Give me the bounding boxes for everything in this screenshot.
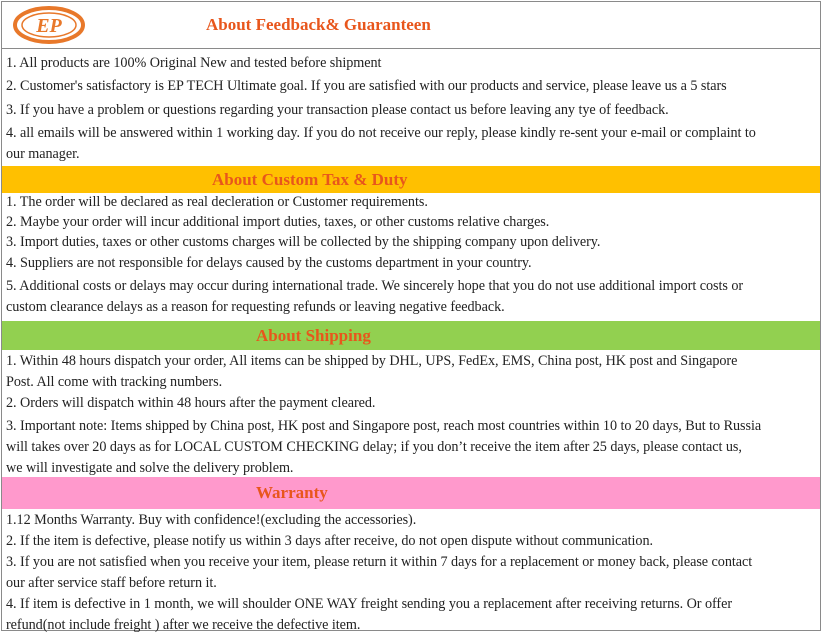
shipping-line: will takes over 20 days as for LOCAL CUSTOM CHECKING delay; if you don’t receive the item after 25 days, please contact us, [6,439,742,455]
feedback-line: 3. If you have a problem or questions regarding your transaction please contact us before leaving any tye of feedback. [6,102,669,118]
policy-table [1,1,821,631]
warranty-line: 2. If the item is defective, please notify us within 3 days after receive, do not open dispute without communication. [6,533,653,549]
tax-line: 4. Suppliers are not responsible for delays caused by the customs department in your country. [6,255,532,271]
shipping-line: Post. All come with tracking numbers. [6,374,223,390]
feedback-line: our manager. [6,146,80,162]
tax-line: 1. The order will be declared as real decleration or Customer requirements. [6,194,428,210]
shipping-line: 3. Important note: Items shipped by China post, HK post and Singapore post, reach most countries within 10 to 20 days, But to Russia [6,418,762,434]
feedback-line: 4. all emails will be answered within 1 working day. If you do not receive our reply, please kindly re-sent your e-mail or complaint to [6,125,756,141]
warranty-line: our after service staff before return it. [6,575,217,591]
ep-logo-icon [12,5,86,45]
feedback-title: About Feedback& Guaranteen [206,15,431,34]
feedback-line: 1. All products are 100% Original New and tested before shipment [6,55,382,71]
svg-text:EP: EP [36,15,62,37]
feedback-line: 2. Customer's satisfactory is EP TECH Ultimate goal. If you are satisfied with our products and service, please leave us a 5 stars [6,78,727,94]
warranty-line: 1.12 Months Warranty. Buy with confidence!(excluding the accessories). [6,512,417,528]
divider [2,48,820,49]
tax-line: 2. Maybe your order will incur additional import duties, taxes, or other customs relative charges. [6,214,550,230]
warranty-header [2,477,820,509]
tax-title: About Custom Tax & Duty [212,169,408,189]
tax-header [2,166,820,193]
shipping-line: 2. Orders will dispatch within 48 hours after the payment cleared. [6,395,376,411]
tax-line: 3. Import duties, taxes or other customs charges will be collected by the shipping company upon delivery. [6,234,601,250]
shipping-line: we will investigate and solve the delivery problem. [6,460,294,476]
warranty-title: Warranty [256,483,328,502]
warranty-line: 4. If item is defective in 1 month, we will shoulder ONE WAY freight sending you a replacement after receiving returns. Or offer [6,596,733,612]
feedback-header [2,2,820,48]
warranty-line: 3. If you are not satisfied when you receive your item, please return it within 7 days for a replacement or money back, please contact [6,554,753,570]
warranty-line: refund(not include freight ) after we receive the defective item. [6,617,361,633]
shipping-header [2,321,820,350]
tax-line: custom clearance delays as a reason for requesting refunds or leaving negative feedback. [6,299,505,315]
shipping-title: About Shipping [256,325,371,345]
shipping-line: 1. Within 48 hours dispatch your order, All items can be shipped by DHL, UPS, FedEx, EMS, China post, HK post and Singapore [6,353,738,369]
tax-line: 5. Additional costs or delays may occur during international trade. We sincerely hope that you do not use additional import costs or [6,278,744,294]
